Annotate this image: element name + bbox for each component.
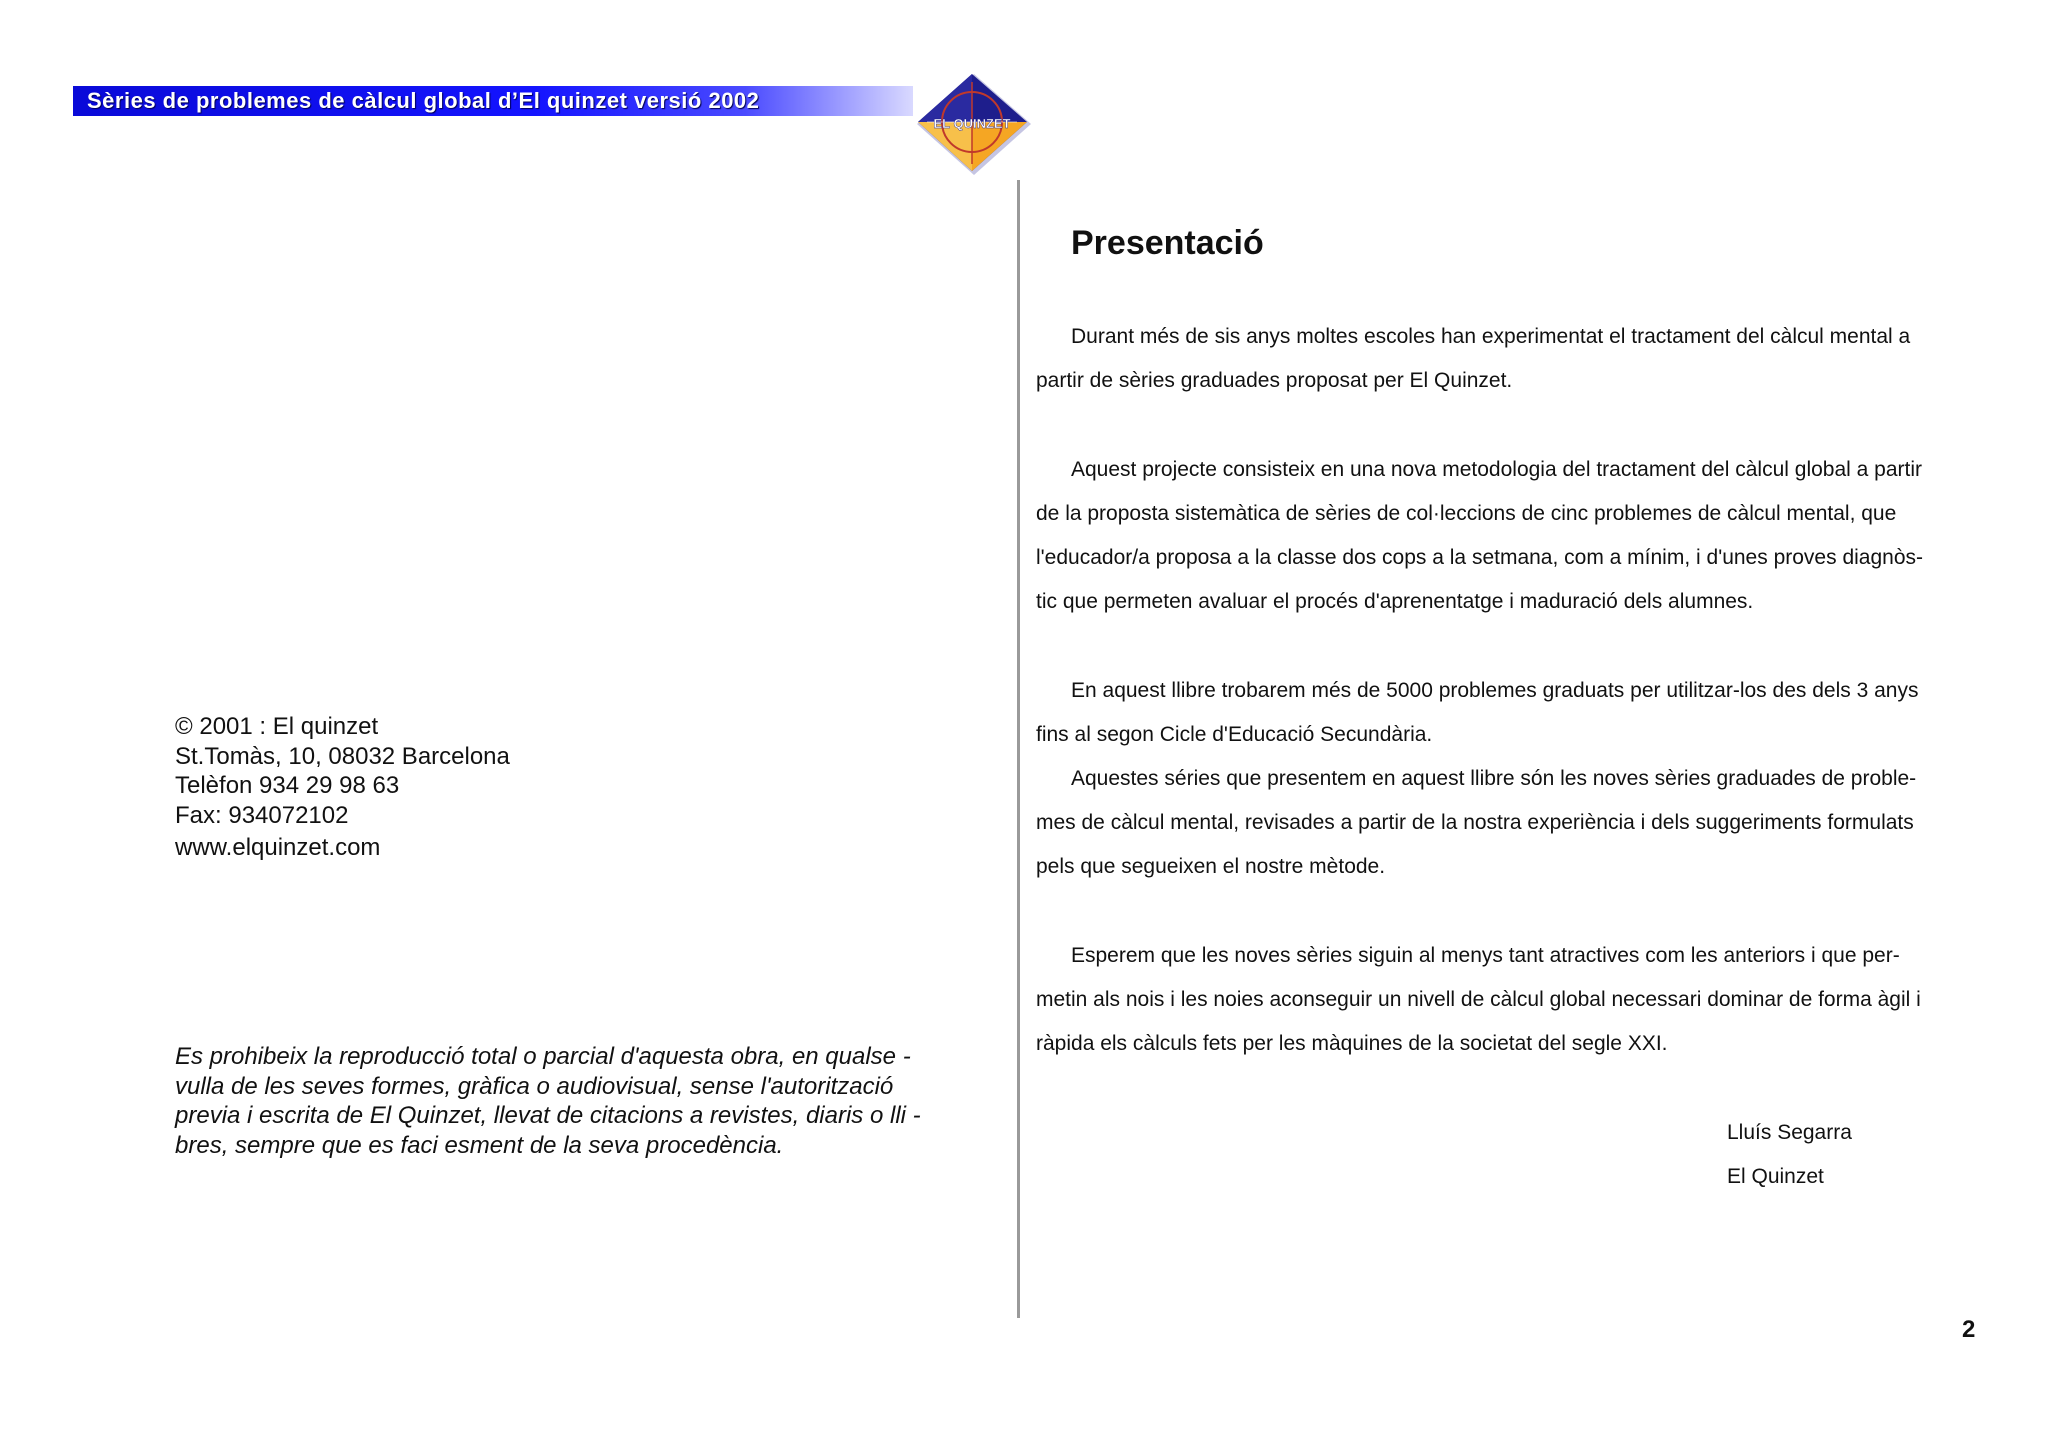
paragraph-line: pels que segueixen el nostre mètode. <box>1036 855 1386 878</box>
fax-line: Fax: 934072102 <box>175 801 349 829</box>
paragraph-line: de la proposta sistemàtica de sèries de col·leccions de cinc problemes de càlcul mental, que <box>1036 502 1897 525</box>
paragraph-1 <box>1036 315 1986 403</box>
paragraph-line: Durant més de sis anys moltes escoles han experimentat el tractament del càlcul mental a <box>1071 325 1911 348</box>
paragraph-line: tic que permeten avaluar el procés d'aprenentatge i maduració dels alumnes. <box>1036 590 1754 613</box>
copyright-line: © 2001 : El quinzet <box>175 713 379 740</box>
header-bar <box>73 86 913 116</box>
paragraph-line: partir de sèries graduades proposat per El Quinzet. <box>1036 369 1513 392</box>
page-divider <box>1017 180 1020 1318</box>
paragraph-line: Esperem que les noves sèries siguin al menys tant atractives com les anteriors i que per- <box>1071 944 1900 967</box>
signature-org: El Quinzet <box>1727 1165 1824 1188</box>
notice-line: previa i escrita de El Quinzet, llevat de citacions a revistes, diaris o lli - <box>175 1102 921 1129</box>
address-line: St.Tomàs, 10, 08032 Barcelona <box>175 742 510 770</box>
paragraph-line: mes de càlcul mental, revisades a partir de la nostra experiència i dels suggeriments formulats <box>1036 811 1914 834</box>
copyright-block <box>175 712 775 863</box>
el-quinzet-logo-icon <box>915 72 1033 177</box>
paragraph-line: l'educador/a proposa a la classe dos cops a la setmana, com a mínim, i d'unes proves diagnòs- <box>1036 546 1923 569</box>
header-title: Sèries de problemes de càlcul global d’El quinzet versió 2002 <box>87 88 760 113</box>
paragraph-2 <box>1036 448 1986 624</box>
page-number: 2 <box>1962 1316 1976 1343</box>
signature-name: Lluís Segarra <box>1727 1121 1852 1144</box>
paragraph-line: metin als nois i les noies aconseguir un nivell de càlcul global necessari dominar de forma àgil i <box>1036 988 1921 1011</box>
paragraph-line: Aquestes séries que presentem en aquest llibre són les noves sèries graduades de proble- <box>1071 767 1917 790</box>
logo-text: EL QUINZET <box>933 116 1011 131</box>
paragraph-line: En aquest llibre trobarem més de 5000 problemes graduats per utilitzar-los des dels 3 anys <box>1071 679 1919 702</box>
reproduction-notice <box>175 1042 955 1160</box>
page-title: Presentació <box>1071 224 1264 262</box>
paragraph-line: ràpida els càlculs fets per les màquines de la societat del segle XXI. <box>1036 1032 1668 1055</box>
notice-line: bres, sempre que es faci esment de la seva procedència. <box>175 1131 784 1159</box>
paragraph-line: fins al segon Cicle d'Educació Secundària. <box>1036 723 1433 746</box>
phone-line: Telèfon 934 29 98 63 <box>175 772 400 799</box>
paragraph-line: Aquest projecte consisteix en una nova metodologia del tractament del càlcul global a partir <box>1071 458 1923 481</box>
paragraph-3 <box>1036 669 1986 889</box>
notice-line: vulla de les seves formes, gràfica o audiovisual, sense l'autorització <box>175 1072 894 1100</box>
website-line: www.elquinzet.com <box>175 834 381 861</box>
notice-line: Es prohibeix la reproducció total o parcial d'aquesta obra, en qualse - <box>175 1043 911 1070</box>
signature <box>1727 1111 1852 1199</box>
paragraph-4 <box>1036 934 1986 1066</box>
